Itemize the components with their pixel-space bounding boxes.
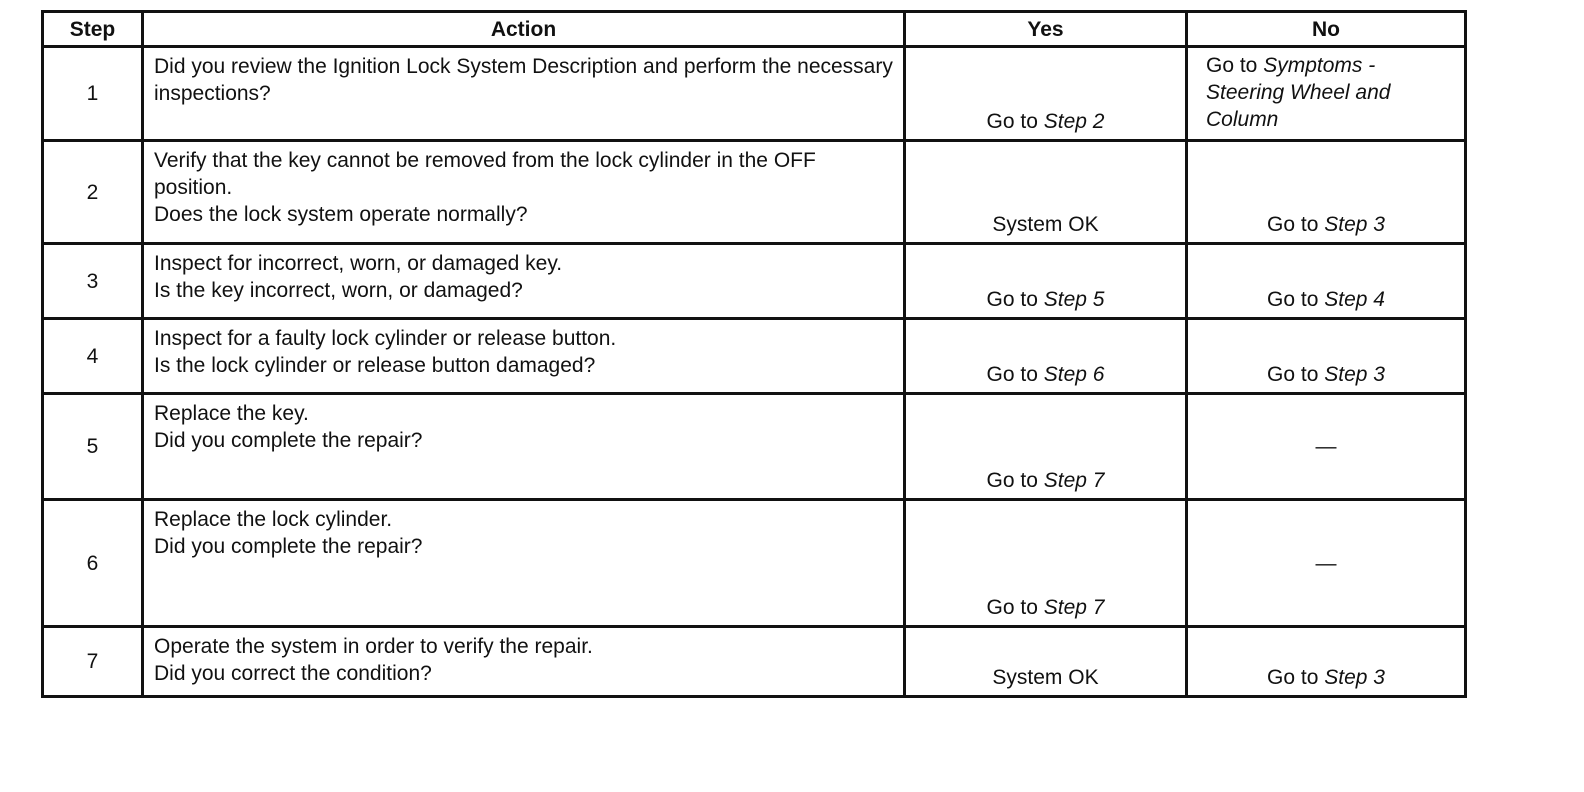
action-cell (143, 141, 905, 244)
step-number: 5 (43, 394, 143, 500)
action-question: Did you complete the repair? (154, 429, 423, 452)
no-cell (1187, 244, 1466, 319)
yes-step-link[interactable]: Step 7 (1043, 596, 1105, 619)
header-action: Action (143, 12, 905, 47)
action-question: Is the lock cylinder or release button damaged? (154, 354, 596, 377)
yes-cell (905, 141, 1187, 244)
no-step-link[interactable]: Step 3 (1324, 666, 1385, 689)
action-instruction: Replace the key. (154, 402, 309, 425)
no-symptoms-link[interactable]: Symptoms - Steering Wheel and Column (1206, 54, 1391, 131)
yes-cell (905, 319, 1187, 394)
yes-cell (905, 627, 1187, 697)
action-cell (143, 500, 905, 627)
yes-cell (905, 244, 1187, 319)
action-question: Is the key incorrect, worn, or damaged? (154, 279, 523, 302)
action-cell (143, 244, 905, 319)
yes-result: System OK (992, 213, 1099, 236)
action-question: Did you correct the condition? (154, 662, 432, 685)
yes-step-link[interactable]: Step 5 (1043, 288, 1105, 311)
action-cell (143, 627, 905, 697)
yes-cell (905, 47, 1187, 141)
action-instruction: Operate the system in order to verify the repair. (154, 635, 593, 658)
no-step-link[interactable]: Step 3 (1324, 213, 1385, 236)
yes-result: System OK (992, 666, 1099, 689)
action-cell (143, 47, 905, 141)
no-cell (1187, 319, 1466, 394)
table-row (43, 394, 1466, 500)
step-number: 3 (43, 244, 143, 319)
header-no: No (1187, 12, 1466, 47)
no-step-link[interactable]: Step 3 (1324, 363, 1385, 386)
no-cell (1187, 500, 1466, 627)
action-cell (143, 394, 905, 500)
no-cell (1187, 394, 1466, 500)
yes-step-link[interactable]: Step 2 (1043, 110, 1105, 133)
no-dash: — (1315, 435, 1337, 458)
step-number: 7 (43, 627, 143, 697)
header-step: Step (43, 12, 143, 47)
yes-prefix: Go to (986, 596, 1038, 619)
yes-prefix: Go to (986, 363, 1038, 386)
table-row (43, 627, 1466, 697)
no-dash: — (1315, 551, 1337, 575)
table-header-row (43, 12, 1466, 47)
table-row (43, 319, 1466, 394)
no-prefix: Go to (1206, 54, 1258, 77)
header-yes: Yes (905, 12, 1187, 47)
yes-prefix: Go to (986, 288, 1038, 311)
yes-cell (905, 394, 1187, 500)
yes-step-link[interactable]: Step 7 (1043, 469, 1105, 492)
table-row (43, 500, 1466, 627)
no-cell (1187, 141, 1466, 244)
step-number: 1 (43, 47, 143, 141)
action-question: Did you complete the repair? (154, 535, 423, 558)
no-prefix: Go to (1267, 666, 1319, 689)
action-instruction: Inspect for a faulty lock cylinder or release button. (154, 327, 617, 350)
no-prefix: Go to (1267, 288, 1319, 311)
action-instruction: Verify that the key cannot be removed from the lock cylinder in the OFF position. (154, 149, 816, 199)
step-number: 4 (43, 319, 143, 394)
yes-step-link[interactable]: Step 6 (1043, 363, 1105, 386)
no-prefix: Go to (1267, 213, 1319, 236)
yes-prefix: Go to (986, 110, 1038, 133)
step-number: 2 (43, 141, 143, 244)
yes-prefix: Go to (986, 469, 1038, 492)
no-prefix: Go to (1267, 363, 1319, 386)
action-cell (143, 319, 905, 394)
table-row (43, 141, 1466, 244)
step-number: 6 (43, 500, 143, 627)
no-cell (1187, 627, 1466, 697)
yes-cell (905, 500, 1187, 627)
diagnostic-table (41, 10, 1467, 698)
no-cell (1187, 47, 1466, 141)
action-instruction: Did you review the Ignition Lock System Description and perform the necessary inspections? (154, 55, 893, 105)
action-instruction: Inspect for incorrect, worn, or damaged key. (154, 252, 563, 275)
no-step-link[interactable]: Step 4 (1324, 288, 1385, 311)
action-instruction: Replace the lock cylinder. (154, 508, 393, 531)
table-row (43, 244, 1466, 319)
action-question: Does the lock system operate normally? (154, 203, 528, 226)
table-row (43, 47, 1466, 141)
